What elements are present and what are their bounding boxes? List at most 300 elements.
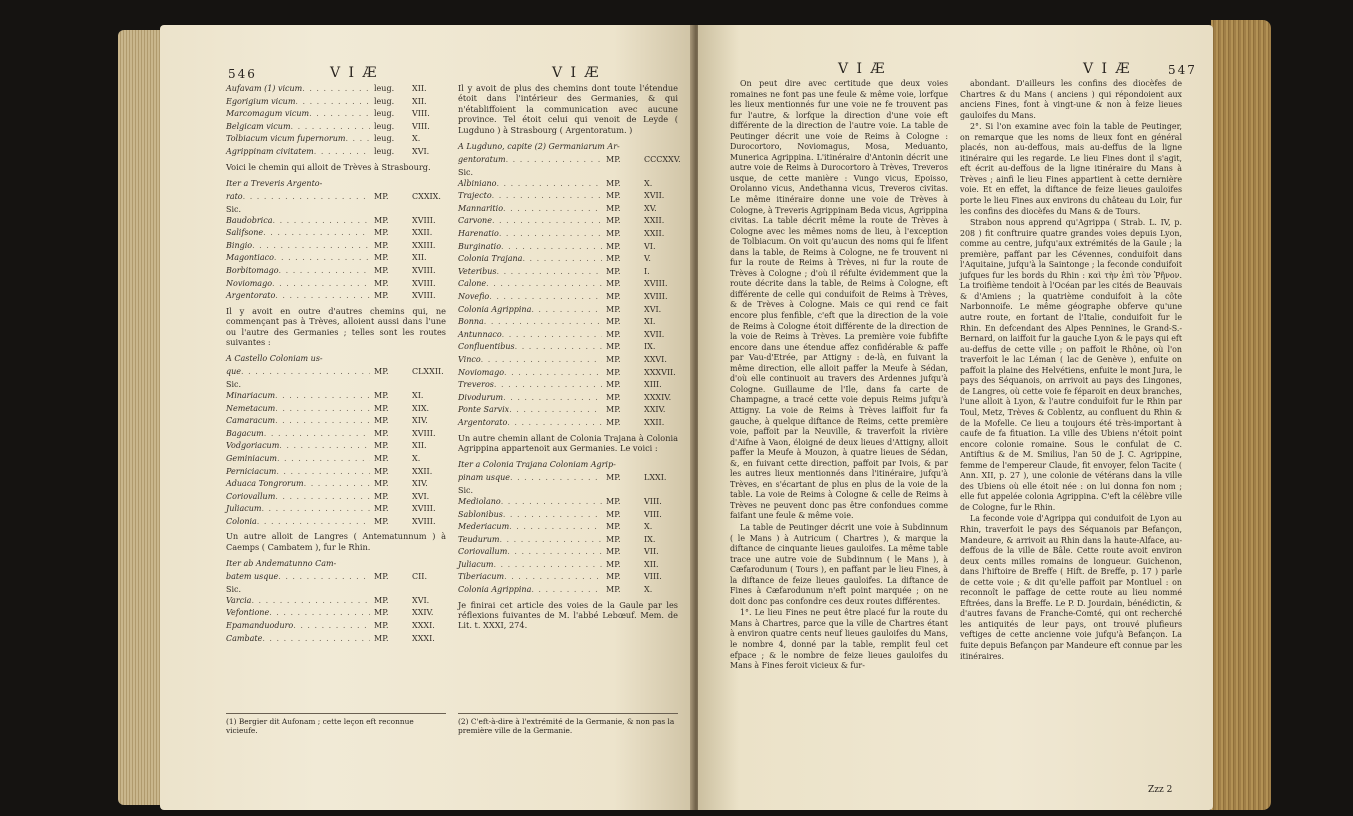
itinerary-row (458, 559, 678, 572)
leader-dots (509, 404, 602, 417)
leader-dots (251, 595, 370, 608)
place-name: Perniciacum (226, 466, 277, 476)
distance-unit: MP. (374, 479, 389, 489)
distance-unit: MP. (374, 491, 389, 501)
distance-unit: MP. (606, 178, 621, 188)
itinerary-row (458, 304, 678, 317)
distance-value: XII. (412, 441, 427, 451)
place-name: Teudurum (458, 534, 500, 544)
leader-dots (345, 133, 370, 146)
place-name: Marcomagum vicum (226, 109, 310, 119)
distance-value: IX. (644, 342, 656, 352)
place-name: Aufavam (1) vicum (226, 84, 303, 93)
sic-label: Sic. (226, 379, 242, 389)
page-number: 546 (228, 67, 257, 81)
leader-dots (302, 83, 370, 96)
distance-value: X. (412, 134, 421, 144)
itinerary-row (458, 571, 678, 584)
running-header: V I Æ (838, 61, 887, 77)
distance-unit: MP. (606, 354, 621, 364)
distance-unit: MP. (606, 473, 621, 483)
itinerary-row (226, 595, 446, 608)
place-name: Vefontione (226, 608, 270, 618)
itinerary-row (226, 83, 446, 96)
place-name: Camaracum (226, 416, 276, 426)
place-name: Egorigium vicum (226, 96, 296, 106)
place-name: Antunnaco (458, 329, 502, 339)
place-name: Colonia Agrippina (458, 585, 532, 595)
place-name: Noviomago (458, 367, 505, 377)
itinerary-row (458, 253, 678, 266)
itinerary-list (458, 178, 678, 430)
paragraph: Il y avoit de plus des chemins dont toute l'étendue étoit dans l'intérieur des Germanies, & qui n'établiffoient la communication avec aucune province. Tel étoit celui qui venoit de Leyde ( Lugduno ) à Strasbourg ( Argentoratum. ) (458, 83, 678, 135)
leader-dots (272, 278, 370, 291)
paragraph: On peut dire avec certitude que deux voies romaines ne font pas une feule & même voie, lorfque les lieux mentionnés fur une voie ne fe trouvent pas fur l'autre, & lorfque la direction d'une voie eft différente de la direction de l'autre voie. La table de Peutinger décrit une voie de Reims à Cologne : Durocortoro, Noviomagus, Mosa, Meduanto, Munerica Agrippina. L'itinéraire d'Antonin décrit une autre voie de Reims à Durocortoro à Trèves, Treveros usque, de cette manière : Vungo vicus, Epoisso, Orolanno vicus, Andethanna vicus, Treveros civitas. Le même itinéraire donne une voie de Trèves à Cologne, à Treveris Agrippinam Beda vicus, Agrippina civitas. La table décrit même la route de Trèves à Cologne avec les mêmes noms de lieu, à l'exception de Tolbiacum. On voit qu'aucun des noms qui fe lifent dans la table, de Reims à Cologne, ne fe trouvent ni fur la route de Reims à Trèves, ni fur la route de Trèves à Cologne ; d'où il réfulte évidemment que la route décrite dans la table, de Reims à Cologne, eft différente de celle qui conduifoit de Reims à Trèves, & de Trèves à Cologne. Mais ce qui rend ce fait encore plus fenfible, c'eft que la direction de la voie de Reims à Cologne étoit différente de la direction de la voie de Reims à Trèves. La première voie fubfifte encore dans une étendue affez confidérable & paffe par Vau-d'Etrée, par Attigny : de-là, en fuivant la même direction, elle alloit paffer la Meufe à Sédan, d'où elle continuoit au travers des Ardennes jufqu'à Cologne. Guillaume de l'Ile, dans fa carte de Champagne, a tracé cette voie depuis Reims jufqu'à Attigny. La voie de Reims à Trèves laiffoit fur fa gauche, à quelque diftance de Reims, cette première voie, paffoit par la Neuville, & traverfoit la rivière d'Aifne à Vaon, éloigné de deux lieues d'Attigny, alloit paffer la Meufe à Mouzon, à quatre lieues de Sédan, &, en fuivant cette direction, paffoit par Ivois, & par les autres lieux mentionnés dans l'itinéraire, jufqu'à Trèves, en s'écartant de plus en plus de la voie de la table. La voie de Reims à Cologne & celle de Reims à Trèves ne peuvent donc pas être confondues comme faifant une feule & même voie. (730, 79, 948, 521)
distance-unit: MP. (606, 522, 621, 532)
place-name: gentoratum (458, 155, 506, 165)
distance-value: XXII. (644, 216, 665, 226)
distance-unit: MP. (374, 595, 389, 605)
right-column (960, 79, 1182, 663)
leader-dots (531, 584, 602, 597)
distance-value: XVII. (644, 191, 665, 201)
leader-dots (484, 316, 602, 329)
distance-value: VIII. (644, 496, 662, 506)
distance-unit: leug. (374, 121, 395, 131)
distance-unit: MP. (374, 633, 389, 643)
distance-unit: MP. (374, 191, 389, 201)
itinerary-list (226, 215, 446, 303)
distance-value: IX. (644, 534, 656, 544)
itinerary-heading: Iter ab Andematunno Cam- (226, 559, 337, 569)
itinerary-row (226, 415, 446, 428)
itinerary-heading: Iter a Treveris Argento- (226, 178, 323, 188)
leader-dots (507, 546, 602, 559)
itinerary-row (458, 404, 678, 417)
itinerary-list (226, 390, 446, 529)
leader-dots (509, 521, 602, 534)
paragraph: Il y avoit en outre d'autres chemins qui, ne commençant pas à Trèves, alloient aussi dans l'une ou l'autre des Germanies ; telles sont les routes suivantes : (226, 305, 446, 347)
place-name: Tiberiacum (458, 572, 505, 582)
distance-unit: MP. (606, 291, 621, 301)
distance-unit: MP. (606, 534, 621, 544)
itinerary-row (458, 546, 678, 559)
leader-dots (504, 367, 602, 380)
place-name: Confluentibus (458, 342, 515, 352)
place-name: Salifsone (226, 228, 264, 238)
itinerary-row (226, 146, 446, 159)
itinerary-total (458, 472, 678, 485)
leader-dots (257, 516, 370, 529)
distance-unit: MP. (374, 572, 389, 582)
sic-label: Sic. (458, 485, 474, 495)
distance-unit: MP. (374, 441, 389, 451)
itinerary-row (458, 215, 678, 228)
itinerary-row (458, 154, 681, 167)
paragraph: 2°. Si l'on examine avec foin la table de Peutinger, on remarque que les noms de lieux font en général placés, non au-deffous, mais au-deffus de la ligne itinéraire qui les regarde. Le lieu Fines dont il s'agit, eft écrit au-deffous de la ligne itinéraire du Mans à Trèves ; ainfi le lieu Fines appartient à cette dernière voie. Et en effet, la diftance de feize lieues gauloifes porte le lieu Fines aux environs du château du Loir, fur les confins des diocèfes du Mans & de Tours. (960, 122, 1182, 216)
leader-dots (506, 154, 602, 167)
leader-dots (295, 96, 370, 109)
place-name: Mannaritio (458, 203, 504, 213)
place-name: Carvone (458, 216, 492, 226)
running-header: V I Æ (552, 65, 601, 81)
place-name: Belgicam vicum (226, 121, 291, 131)
distance-value: XVI. (412, 595, 430, 605)
itinerary-total (226, 191, 446, 204)
place-name: Argentorato (226, 291, 276, 301)
distance-unit: leug. (374, 146, 395, 156)
itinerary-row (458, 534, 678, 547)
itinerary-row (226, 571, 446, 584)
itinerary-row (226, 240, 446, 253)
leader-dots (291, 121, 370, 134)
paragraph: Un autre chemin allant de Colonia Trajana à Colonia Agrippina appartenoit aux Germanies. Le voici : (458, 432, 678, 453)
place-name: Mederiacum (458, 522, 510, 532)
place-name: Trajecto (458, 191, 492, 201)
left-page-edges (118, 30, 162, 805)
distance-value: XXXIV. (644, 392, 672, 402)
distance-value: XVIII. (412, 291, 436, 301)
itinerary-row (458, 178, 678, 191)
place-name: Geminiacum (226, 453, 277, 463)
itinerary-total (226, 366, 446, 379)
distance-value: XVIII. (412, 504, 436, 514)
leader-dots (486, 278, 602, 291)
distance-value: CCCXXV. (644, 155, 681, 165)
itinerary-row (458, 341, 678, 354)
leader-dots (502, 329, 602, 342)
itinerary-row (226, 607, 446, 620)
leader-dots (507, 417, 602, 430)
itinerary-row (458, 203, 678, 216)
distance-value: XXIII. (412, 240, 436, 250)
place-name: Agrippinam civitatem (226, 146, 314, 156)
itinerary-list (458, 496, 678, 597)
itinerary-row (226, 215, 446, 228)
distance-value: VI. (644, 241, 656, 251)
itinerary-heading: A Castello Coloniam us- (226, 354, 323, 364)
itinerary-heading: A Lugduno, capite (2) Germaniarum Ar- (458, 142, 620, 152)
itinerary-row (226, 503, 446, 516)
leader-dots (252, 240, 370, 253)
place-name: Tolbiacum vicum fupernorum (226, 134, 346, 144)
leader-dots (243, 191, 370, 204)
leader-dots (274, 252, 370, 265)
itinerary-row (226, 620, 446, 633)
distance-value: LXXI. (644, 473, 667, 483)
distance-value: XIV. (412, 479, 428, 489)
place-name: Novefio (458, 291, 490, 301)
itinerary-row (226, 133, 446, 146)
itinerary-row (458, 329, 678, 342)
distance-value: X. (412, 453, 421, 463)
itinerary-row (226, 633, 446, 646)
distance-unit: MP. (374, 453, 389, 463)
place-name: Vinco (458, 354, 481, 364)
place-name: Harenatio (458, 229, 499, 238)
distance-unit: MP. (606, 572, 621, 582)
leader-dots (503, 509, 602, 522)
itinerary-row (226, 290, 446, 303)
itinerary-row (226, 121, 446, 134)
distance-value: CII. (412, 572, 427, 582)
leader-dots (492, 190, 602, 203)
distance-unit: MP. (606, 317, 621, 327)
distance-value: XVIII. (412, 428, 436, 438)
distance-value: I. (644, 266, 650, 276)
place-name: Albiniano (458, 178, 497, 188)
leader-dots (262, 633, 370, 646)
distance-unit: MP. (374, 504, 389, 514)
place-name: Burginatio (458, 241, 502, 251)
distance-unit: MP. (374, 466, 389, 476)
itinerary-row (226, 390, 446, 403)
distance-value: XII. (412, 84, 427, 93)
leader-dots (314, 146, 370, 159)
distance-value: XVIII. (412, 215, 436, 225)
left-page (160, 25, 694, 810)
itinerary-row (226, 366, 446, 379)
itinerary-row (226, 108, 446, 121)
place-name: Magontiaco (226, 253, 274, 263)
distance-unit: MP. (374, 403, 389, 413)
distance-value: XXIV. (412, 608, 434, 618)
distance-unit: MP. (606, 585, 621, 595)
leader-dots (531, 304, 602, 317)
place-name: Cambate (226, 633, 263, 643)
itinerary-row (226, 478, 446, 491)
distance-unit: MP. (374, 367, 389, 377)
distance-unit: MP. (606, 509, 621, 519)
distance-value: XXII. (644, 417, 665, 427)
itinerary-row (226, 428, 446, 441)
leader-dots (504, 571, 602, 584)
left-column (730, 79, 948, 673)
place-name: Coriovallum (458, 547, 508, 557)
right-page-edges (1211, 20, 1271, 810)
itinerary-row (458, 584, 678, 597)
leader-dots (275, 491, 370, 504)
distance-value: XI. (412, 390, 424, 400)
distance-value: XVIII. (644, 279, 668, 289)
itinerary-row (458, 316, 678, 329)
distance-value: XXXVII. (644, 367, 676, 377)
paragraph: La feconde voie d'Agrippa qui conduifoit de Lyon au Rhin, traverfoit le pays des Séquanois par Befançon, Mandeure, & arrivoit au Rhin dans la haute-Alface, au-deffous de la ville de Bâle. Cette route avoit environ deux cents milles romains de longueur. Guichenon, dans l'hiftoire de Breffe ( Hift. de Breffe, p. 17 ) parle de cette voie ; & dit qu'elle paffoit par Montluel : on reconnoît le paffage de cette route au lieu nommé Eftrées, dans la Breffe. Le P. D. Jourdain, bénédictin, & d'autres favans de Franche-Comté, qui ont recherché les antiquités de leur pays, ont trouvé plufieurs veftiges de cette ancienne voie jufqu'à Befançon. La fuite depuis Befançon par Mandeure eft connue par les itinéraires. (960, 514, 1182, 661)
place-name: Calone (458, 279, 487, 289)
leader-dots (275, 290, 370, 303)
distance-unit: leug. (374, 84, 395, 93)
place-name: Baudobrica (226, 215, 273, 225)
leader-dots (499, 228, 602, 241)
itinerary-row (226, 466, 446, 479)
distance-unit: MP. (374, 265, 389, 275)
leader-dots (304, 478, 370, 491)
distance-unit: MP. (606, 405, 621, 415)
itinerary-row (458, 496, 678, 509)
sic-label: Sic. (226, 204, 242, 214)
distance-value: XV. (644, 203, 657, 213)
leader-dots (501, 496, 602, 509)
distance-unit: MP. (374, 416, 389, 426)
itinerary-row (458, 278, 678, 291)
place-name: Borbitomago (226, 265, 279, 275)
itinerary-row (226, 453, 446, 466)
leader-dots (264, 428, 370, 441)
distance-unit: MP. (374, 278, 389, 288)
footnote: (1) Bergier dit Aufonam ; cette leçon eft reconnue vicieufe. (226, 713, 446, 736)
paragraph: Un autre alloit de Langres ( Antematunnum ) à Caemps ( Cambatem ), fur le Rhin. (226, 531, 446, 552)
place-name: rato (226, 191, 243, 201)
distance-unit: MP. (606, 191, 621, 201)
leader-dots (241, 366, 370, 379)
distance-value: XIX. (412, 403, 430, 413)
place-name: Epamanduoduro (226, 621, 294, 631)
catchword: Zzz 2 (1148, 785, 1173, 795)
leader-dots (279, 440, 370, 453)
leader-dots (503, 203, 602, 216)
distance-unit: MP. (606, 241, 621, 251)
itinerary-total (458, 154, 681, 167)
distance-unit: leug. (374, 96, 395, 106)
leader-dots (261, 503, 370, 516)
itinerary-list (226, 83, 446, 159)
itinerary-row (226, 278, 446, 291)
distance-value: XII. (644, 559, 659, 569)
distance-unit: MP. (606, 342, 621, 352)
place-name: que (226, 367, 242, 377)
place-name: Veteribus (458, 266, 497, 276)
running-header: V I Æ (330, 65, 379, 81)
itinerary-row (458, 241, 678, 254)
right-page (698, 25, 1213, 810)
place-name: Colonia (226, 516, 257, 526)
distance-value: VIII. (644, 572, 662, 582)
distance-value: V. (644, 254, 651, 264)
distance-value: XXXI. (412, 633, 435, 643)
distance-value: XIII. (644, 380, 662, 390)
distance-unit: MP. (374, 228, 389, 238)
sic-label: Sic. (458, 167, 474, 177)
distance-unit: MP. (606, 547, 621, 557)
paragraph: La table de Peutinger décrit une voie à Subdinnum ( le Mans ) à Autricum ( Chartres ), & marque la diftance de cinquante lieues gauloifes. La même table trace une autre voie de Subdinnum ( le Mans ), à Cæfarodunum ( Tours ), en paffant par le lieu Fines, à la diftance de feize lieues gauloifes. La diftance de Fines à Cæfarodunum n'eft point marquée ; on ne doit donc pas confondre ces deux routes différentes. (730, 522, 948, 606)
distance-value: XI. (644, 317, 656, 327)
distance-value: X. (644, 178, 653, 188)
place-name: Varcia (226, 595, 252, 605)
distance-unit: MP. (606, 559, 621, 569)
distance-unit: MP. (606, 216, 621, 226)
place-name: Divodurum (458, 392, 504, 402)
distance-unit: MP. (606, 203, 621, 213)
leader-dots (493, 559, 602, 572)
place-name: Bingio (226, 240, 253, 250)
footnote: (2) C'eft-à-dire à l'extrémité de la Germanie, & non pas la première ville de la Germanie. (458, 713, 678, 736)
itinerary-heading: Iter a Colonia Trajana Coloniam Agrip- (458, 460, 616, 470)
leader-dots (489, 291, 602, 304)
distance-unit: MP. (606, 380, 621, 390)
leader-dots (293, 620, 370, 633)
distance-value: XIV. (412, 416, 428, 426)
distance-unit: MP. (606, 266, 621, 276)
distance-value: XXII. (412, 228, 433, 238)
distance-value: XXII. (412, 466, 433, 476)
itinerary-row (458, 354, 678, 367)
leader-dots (510, 472, 602, 485)
distance-value: VIII. (644, 509, 662, 519)
distance-value: XXIV. (644, 405, 666, 415)
leader-dots (263, 227, 370, 240)
paragraph: Strabon nous apprend qu'Agrippa ( Strab. L. IV, p. 208 ) fit conftruire quatre grandes voies depuis Lyon, comme au centre, jufqu'aux extrémités de la Gaule ; la première, paffant par les Cévennes, conduifoit dans l'Aquitaine, jufqu'à la Saintonge ; la feconde conduifoit jufques fur les bords du Rhin : καὶ τὴν ἐπὶ τὸν Ῥῆνον. La troifième tendoit à l'Océan par les cités de Beauvais & d'Amiens ; la quatrième conduifoit à la côte Narbonnoife. Le même géographe obferve qu'une autre route, en fortant de l'Italie, conduifoit fur le Rhin. En defcendant des Alpes Pennines, le Grand-S.-Bernard, on laiffoit fur la gauche Lyon & le pays qui eft au-deffus de cette ville ; on paffoit le Rhône, où l'on traverfoit le lac Léman ( lac de Genève ), enfuite on paffoit la plaine des Helvétiens, enfuite le mont Jura, le pays des Séquanois, on arrivoit au pays des Lingones, de Langres, où cette voie fe féparoit en deux branches, l'une alloit à Lyon, & l'autre conduifoit fur le Rhin par Toul, Metz, Trèves & Coblentz, au confluent du Rhin & de la Mofelle. Ce lieu a toujours été très-important à caufe de fa fituation. La ville des Ubiens n'étoit point encore colonie romaine. Sous le confulat de C. Antiftius & de M. Smilius, l'an 50 de J. C. Agrippine, femme de l'empereur Claude, fit envoyer, felon Tacite ( Ann. XII, p. 27 ), une colonie de vétérans dans la ville des Ubiens où elle étoit née : on lui donna fon nom ; elle fut appelée colonia Agrippina. C'eft la célèbre ville de Cologne, fur le Rhin. (960, 218, 1182, 512)
place-name: Argentorato (458, 417, 508, 427)
leader-dots (503, 392, 602, 405)
leader-dots (278, 571, 370, 584)
leader-dots (501, 241, 602, 254)
place-name: Noviomago (226, 278, 273, 288)
distance-value: XVI. (412, 491, 430, 501)
distance-unit: MP. (374, 428, 389, 438)
place-name: Bagacum (226, 428, 264, 438)
itinerary-row (226, 96, 446, 109)
leader-dots (277, 453, 370, 466)
place-name: Sablonibus (458, 509, 503, 519)
paragraph: 1°. Le lieu Fines ne peut être placé fur la route du Mans à Chartres, parce que la ville de Chartres étant à environ quatre cents neuf lieues gauloifes du Mans, le nombre 4, donné par la table, remplit feul cet efpace ; & le nombre de feize lieues gauloifes du Mans à Fines feroit vicieux & fur- (730, 608, 948, 671)
distance-value: XVIII. (412, 278, 436, 288)
distance-value: VII. (644, 547, 659, 557)
distance-unit: MP. (606, 304, 621, 314)
distance-unit: MP. (374, 621, 389, 631)
place-name: Nemetacum (226, 403, 276, 413)
running-header: V I Æ (1083, 61, 1132, 77)
distance-unit: MP. (606, 254, 621, 264)
distance-unit: MP. (374, 608, 389, 618)
itinerary-total (226, 571, 446, 584)
leader-dots (279, 265, 370, 278)
distance-unit: MP. (606, 392, 621, 402)
leader-dots (273, 215, 371, 228)
distance-value: X. (644, 585, 653, 595)
distance-value: XXII. (644, 229, 665, 238)
distance-value: VIII. (412, 121, 430, 131)
leader-dots (499, 534, 602, 547)
distance-value: CLXXII. (412, 367, 444, 377)
paragraph: abondant. D'ailleurs les confins des diocèfes de Chartres & du Mans ( anciens ) qui répondoient aux anciens Fines, font à vingt-une & non à feize lieues gauloifes du Mans. (960, 79, 1182, 120)
place-name: Mediolano (458, 496, 501, 506)
leader-dots (275, 390, 370, 403)
place-name: Vodgoriacum (226, 441, 280, 451)
distance-unit: MP. (606, 329, 621, 339)
distance-value: XII. (412, 253, 427, 263)
place-name: Bonna (458, 317, 484, 327)
itinerary-row (226, 227, 446, 240)
leader-dots (515, 341, 602, 354)
itinerary-row (458, 379, 678, 392)
leader-dots (496, 178, 602, 191)
itinerary-row (226, 403, 446, 416)
distance-value: CXXIX. (412, 191, 441, 201)
itinerary-list (226, 595, 446, 645)
distance-unit: MP. (606, 367, 621, 377)
leader-dots (497, 266, 603, 279)
distance-unit: MP. (374, 215, 389, 225)
itinerary-row (226, 265, 446, 278)
left-column (226, 83, 446, 645)
distance-unit: MP. (374, 240, 389, 250)
place-name: Treveros (458, 380, 494, 390)
itinerary-row (226, 191, 446, 204)
distance-unit: MP. (606, 496, 621, 506)
itinerary-row (458, 228, 678, 241)
distance-unit: leug. (374, 134, 395, 144)
itinerary-row (458, 291, 678, 304)
